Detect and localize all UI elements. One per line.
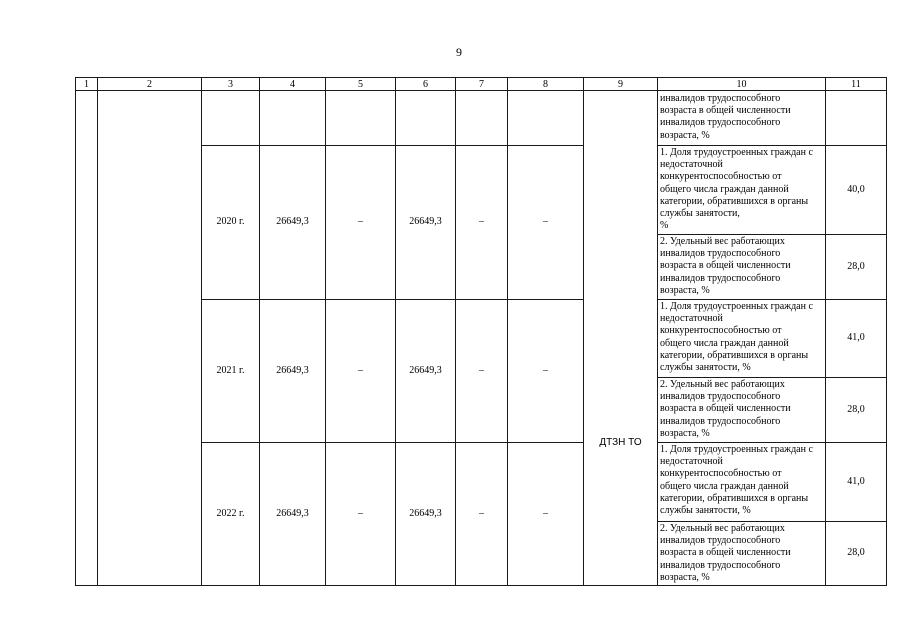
header-cell-8: 8 xyxy=(508,78,584,91)
header-cell-10: 10 xyxy=(658,78,826,91)
header-cell-9: 9 xyxy=(584,78,658,91)
indicator-value: 28,0 xyxy=(826,378,887,443)
amount-cell: 26649,3 xyxy=(396,300,456,443)
header-cell-6: 6 xyxy=(396,78,456,91)
year-cell: 2021 г. xyxy=(202,300,260,443)
amount-cell: – xyxy=(456,300,508,443)
amount-cell: 26649,3 xyxy=(260,443,326,586)
indicator-value: 28,0 xyxy=(826,235,887,300)
amount-cell: 26649,3 xyxy=(396,443,456,586)
header-cell-5: 5 xyxy=(326,78,396,91)
empty-cell xyxy=(508,91,584,146)
indicator-text: инвалидов трудоспособного возраста в общей численности инвалидов трудоспособного возраста, % xyxy=(658,91,826,146)
amount-cell: 26649,3 xyxy=(396,146,456,300)
header-cell-7: 7 xyxy=(456,78,508,91)
header-cell-11: 11 xyxy=(826,78,887,91)
header-cell-1: 1 xyxy=(76,78,98,91)
year-cell: 2020 г. xyxy=(202,146,260,300)
amount-cell: – xyxy=(326,300,396,443)
indicator-text: 2. Удельный вес работающих инвалидов трудоспособного возраста в общей численности инвалидов трудоспособного возраста, % xyxy=(658,522,826,586)
indicator-text: 2. Удельный вес работающих инвалидов трудоспособного возраста в общей численности инвалидов трудоспособного возраста, % xyxy=(658,235,826,300)
empty-cell xyxy=(826,91,887,146)
empty-cell xyxy=(98,91,202,586)
header-row xyxy=(76,78,887,91)
header-cell-4: 4 xyxy=(260,78,326,91)
program-table xyxy=(75,77,887,586)
amount-cell: 26649,3 xyxy=(260,146,326,300)
amount-cell: – xyxy=(456,146,508,300)
indicator-value: 40,0 xyxy=(826,146,887,235)
header-cell-2: 2 xyxy=(98,78,202,91)
indicator-value: 41,0 xyxy=(826,443,887,522)
amount-cell: – xyxy=(508,300,584,443)
amount-cell: – xyxy=(456,443,508,586)
table-row xyxy=(76,91,887,146)
page-number: 9 xyxy=(456,45,462,59)
empty-cell xyxy=(202,91,260,146)
indicator-text: 1. Доля трудоустроенных граждан с недостаточной конкурентоспособностью от общего числа граждан данной категории, обратившихся в органы службы занятости, % xyxy=(658,443,826,522)
amount-cell: – xyxy=(508,443,584,586)
indicator-value: 41,0 xyxy=(826,300,887,378)
amount-cell: – xyxy=(326,443,396,586)
indicator-value: 28,0 xyxy=(826,522,887,586)
indicator-text: 1. Доля трудоустроенных граждан с недостаточной конкурентоспособностью от общего числа граждан данной категории, обратившихся в органы службы занятости, % xyxy=(658,300,826,378)
indicator-text: 1. Доля трудоустроенных граждан с недостаточной конкурентоспособностью от общего числа граждан данной категории, обратившихся в органы службы занятости, % xyxy=(658,146,826,235)
indicator-text: 2. Удельный вес работающих инвалидов трудоспособного возраста в общей численности инвалидов трудоспособного возраста, % xyxy=(658,378,826,443)
empty-cell xyxy=(260,91,326,146)
amount-cell: – xyxy=(326,146,396,300)
executor-cell xyxy=(584,91,658,586)
year-cell: 2022 г. xyxy=(202,443,260,586)
empty-cell xyxy=(456,91,508,146)
empty-cell xyxy=(396,91,456,146)
amount-cell: 26649,3 xyxy=(260,300,326,443)
executor-text: ДТЗН ТО xyxy=(599,437,642,448)
empty-cell xyxy=(326,91,396,146)
amount-cell: – xyxy=(508,146,584,300)
header-cell-3: 3 xyxy=(202,78,260,91)
empty-cell xyxy=(76,91,98,586)
